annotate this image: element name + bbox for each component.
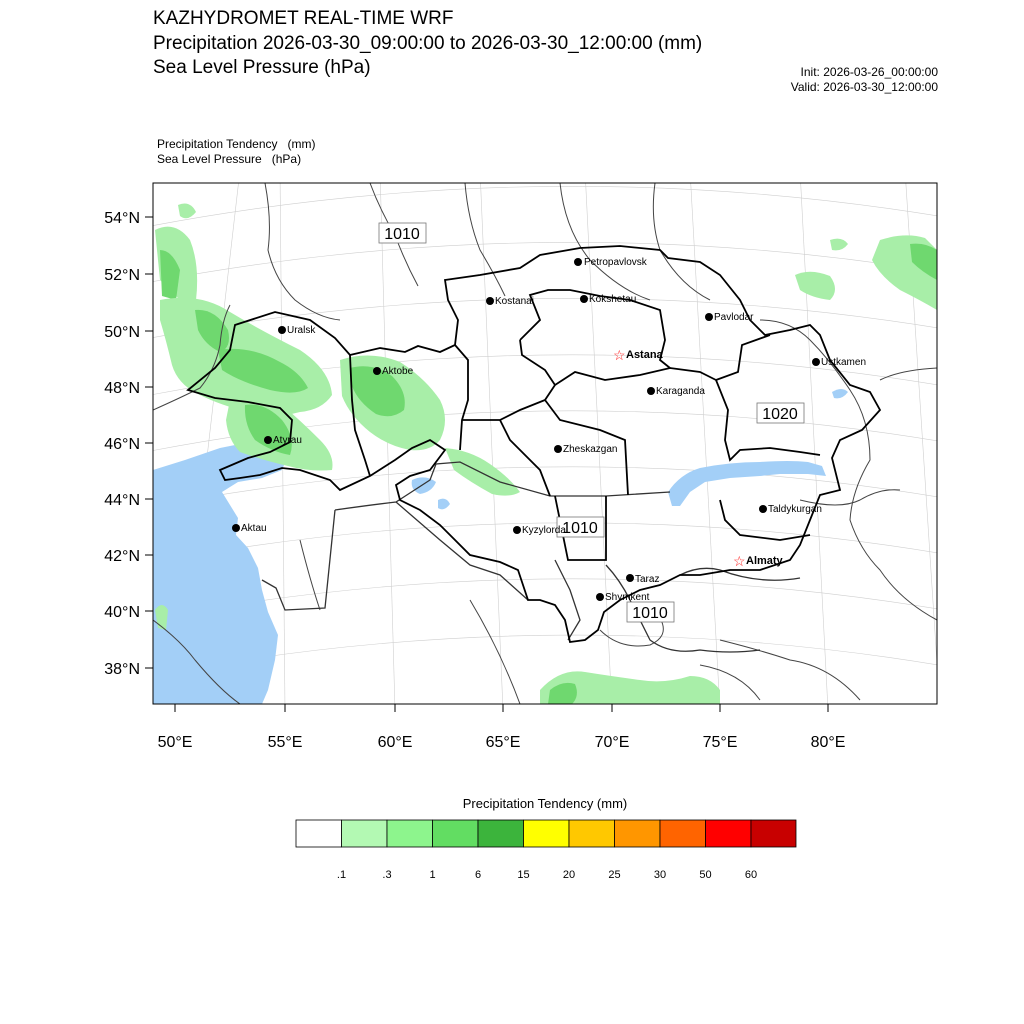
latitude-labels [104,210,140,678]
lat-label: 48°N [104,380,140,397]
city-label: Aktau [241,523,267,534]
colorbar-label: 60 [744,869,758,881]
city-dot [554,445,562,453]
isobar-label: 1010 [632,605,668,622]
city-label: Taldykurgan [768,504,822,515]
city-dot [486,297,494,305]
city-dot [574,258,582,266]
colorbar-label: .1 [336,869,347,881]
city-dot [373,367,381,375]
capital-star-icon: ☆ [613,347,626,363]
lon-label: 60°E [377,734,413,751]
city-label: Atyrau [273,435,302,446]
city-dot [705,313,713,321]
lon-label: 65°E [485,734,521,751]
colorbar-label: 30 [653,869,667,881]
isobar-label: 1020 [762,406,798,423]
colorbar-swatch [296,820,342,847]
colorbar-labels [337,869,757,881]
city-label: Aktobe [382,366,414,377]
slp-title: Sea Level Pressure (hPa) [153,57,371,78]
city-label: Taraz [635,574,660,585]
city-label-capital: Astana [626,349,663,361]
map-plot [140,170,950,710]
city-dot [264,436,272,444]
city-dot [647,387,655,395]
capital-star-icon: ☆ [733,553,746,569]
city-label: Shymkent [605,592,650,603]
colorbar-label: 1 [429,869,436,881]
city-dot [513,526,521,534]
colorbar-label: 50 [699,869,712,881]
colorbar-swatch [478,820,524,847]
colorbar-swatch [524,820,570,847]
map-title: KAZHYDROMET REAL-TIME WRF [153,8,454,29]
colorbar-label: 25 [608,869,621,881]
lon-label: 80°E [810,734,846,751]
colorbar-swatch [751,820,796,847]
city-label: Uralsk [287,325,316,336]
city-dot [232,524,240,532]
city-label: Zheskazgan [563,444,618,455]
colorbar [296,820,796,847]
city-dot [626,574,634,582]
lon-label: 55°E [267,734,303,751]
city-dot [759,505,767,513]
lat-label: 50°N [104,324,140,341]
lat-label: 54°N [104,210,140,227]
longitude-labels [158,734,846,751]
colorbar-label: 15 [517,869,530,881]
valid-time: Valid: 2026-03-30_12:00:00 [790,80,938,94]
lat-label: 40°N [104,604,140,621]
lat-label: 42°N [104,548,140,565]
city-label: Ustkamen [821,357,867,368]
city-label: Karaganda [656,386,705,397]
isobar-label: 1010 [562,520,598,537]
city-dot [580,295,588,303]
colorbar-swatch [706,820,752,847]
lon-label: 70°E [594,734,630,751]
colorbar-label: 20 [562,869,576,881]
precip-period-title: Precipitation 2026-03-30_09:00:00 to 2026-03-30_12:00:00 (mm) [153,33,703,54]
city-dot [596,593,604,601]
lat-label: 38°N [104,661,140,678]
lon-label: 75°E [702,734,738,751]
lon-label: 50°E [157,734,193,751]
field-label-slp: Sea Level Pressure (hPa) [157,152,302,166]
city-label: Petropavlovsk [584,257,647,268]
colorbar-swatch [615,820,661,847]
field-label-precip: Precipitation Tendency (mm) [157,137,316,151]
city-label: Pavlodar [714,312,754,323]
city-label: Kokshetau [589,294,637,305]
init-time: Init: 2026-03-26_00:00:00 [800,65,938,79]
colorbar-label: 6 [474,869,482,881]
lat-label: 52°N [104,267,140,284]
isobar-label: 1010 [384,226,420,243]
colorbar-label: .3 [382,869,392,881]
city-label-capital: Almaty [746,555,783,567]
colorbar-swatch [342,820,388,847]
colorbar-swatch [433,820,479,847]
lat-label: 44°N [104,492,140,509]
city-label: Kostanai [495,296,534,307]
colorbar-swatch [387,820,433,847]
lat-label: 46°N [104,436,140,453]
city-dot [812,358,820,366]
city-label: Kyzylorda [522,525,566,536]
colorbar-swatch [569,820,615,847]
colorbar-swatch [660,820,706,847]
colorbar-title: Precipitation Tendency (mm) [462,796,628,811]
city-dot [278,326,286,334]
